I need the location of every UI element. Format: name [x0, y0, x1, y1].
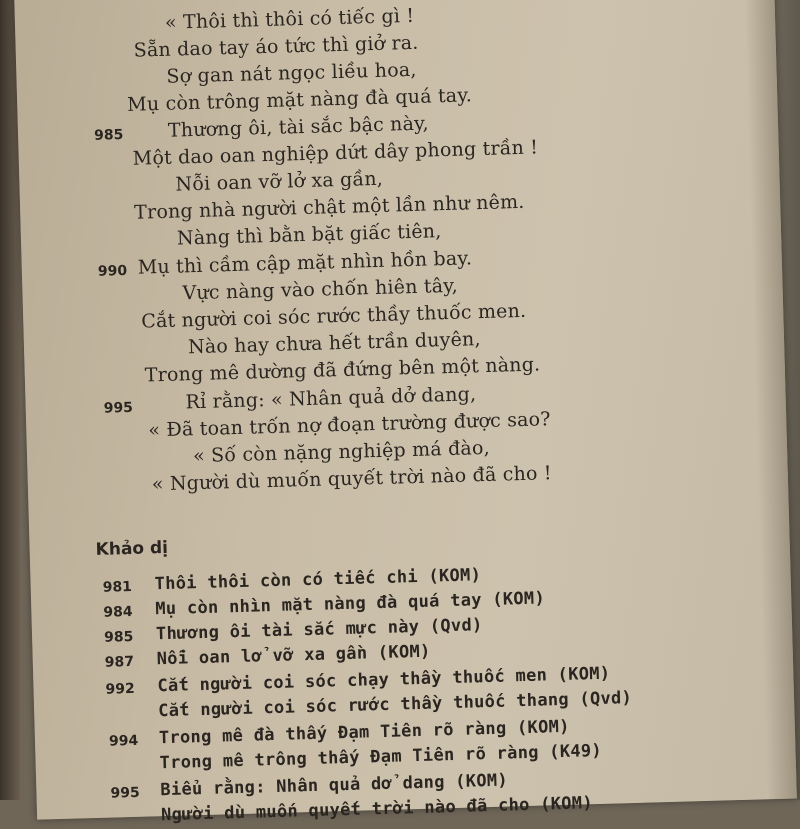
- variant-line: Mụ còn nhìn mặt nàng đà quá tay (KOM): [155, 588, 546, 620]
- line-number: 995: [110, 784, 140, 802]
- poem-line: Nỗi oan vỡ lở xa gần,: [175, 167, 384, 196]
- poem-line: Nàng thì bằn bặt giấc tiên,: [176, 220, 442, 250]
- poem-line: « Đã toan trốn nợ đoạn trường được sao?: [148, 408, 551, 442]
- variant-line: Thương ôi tài sắc mực này (Qvd): [155, 615, 483, 645]
- line-number: 990: [97, 262, 128, 280]
- line-number: 987: [104, 653, 135, 671]
- poem-line: Vực nàng vào chốn hiên tây,: [182, 274, 459, 305]
- line-number: 994: [108, 732, 139, 750]
- poem-line: Nào hay chưa hết trần duyên,: [187, 328, 481, 359]
- poem-line: « Thôi thì thôi có tiếc gì !: [164, 4, 415, 34]
- variant-line: Biểu rằng: Nhân quả dở dang (KOM): [160, 770, 509, 801]
- line-number: 985: [103, 628, 134, 646]
- variant-line: Thôi thôi còn có tiếc chi (KOM): [154, 565, 482, 595]
- poem-line: Trong mê dường đã đứng bên một nàng.: [144, 353, 541, 387]
- poem-line: Mụ thì cầm cập mặt nhìn hồn bay.: [137, 247, 473, 279]
- variant-line: Trong mê trông thấy Đạm Tiên rõ ràng (K49): [159, 740, 603, 774]
- section-heading: Khảo dị: [95, 537, 169, 560]
- poem-line: Sợ gan nát ngọc liều hoa,: [166, 58, 417, 88]
- poem-line: Thương ôi, tài sắc bậc này,: [167, 112, 430, 142]
- variant-line: Cắt người coi sóc rước thầy thuốc thang (Qvd): [157, 688, 633, 722]
- line-number: 992: [105, 680, 136, 698]
- poem-line: « Người dù muốn quyết trời nào đã cho !: [151, 462, 552, 496]
- poem-line: Trong nhà người chật một lần như nêm.: [133, 190, 525, 224]
- poem-line: « Số còn nặng nghiệp má đào,: [192, 436, 491, 468]
- variant-line: Nỗi oan lở vỡ xa gần (KOM): [156, 641, 431, 670]
- book-page: [14, 0, 797, 826]
- line-number: 981: [102, 578, 133, 596]
- variant-line: Người dù muốn quyết trời nào đã cho (KOM): [160, 793, 594, 826]
- line-number: 995: [103, 399, 134, 417]
- poem-line: Mụ còn trông mặt nàng đà quá tay.: [126, 84, 473, 116]
- variant-line: Cắt người coi sóc chạy thầy thuốc men (KOM): [157, 663, 611, 697]
- line-number: 984: [103, 603, 133, 621]
- poem-line: Sẵn dao tay áo tức thì giở ra.: [133, 31, 419, 62]
- line-number: 985: [93, 127, 124, 144]
- poem-line: Rỉ rằng: « Nhân quả dở dang,: [185, 383, 477, 414]
- poem-line: Một dao oan nghiệp dứt dây phong trần !: [132, 136, 539, 170]
- variant-line: Trong mê đà thấy Đạm Tiên rõ ràng (KOM): [158, 716, 570, 749]
- poem-line: Cắt người coi sóc rước thầy thuốc men.: [141, 299, 527, 333]
